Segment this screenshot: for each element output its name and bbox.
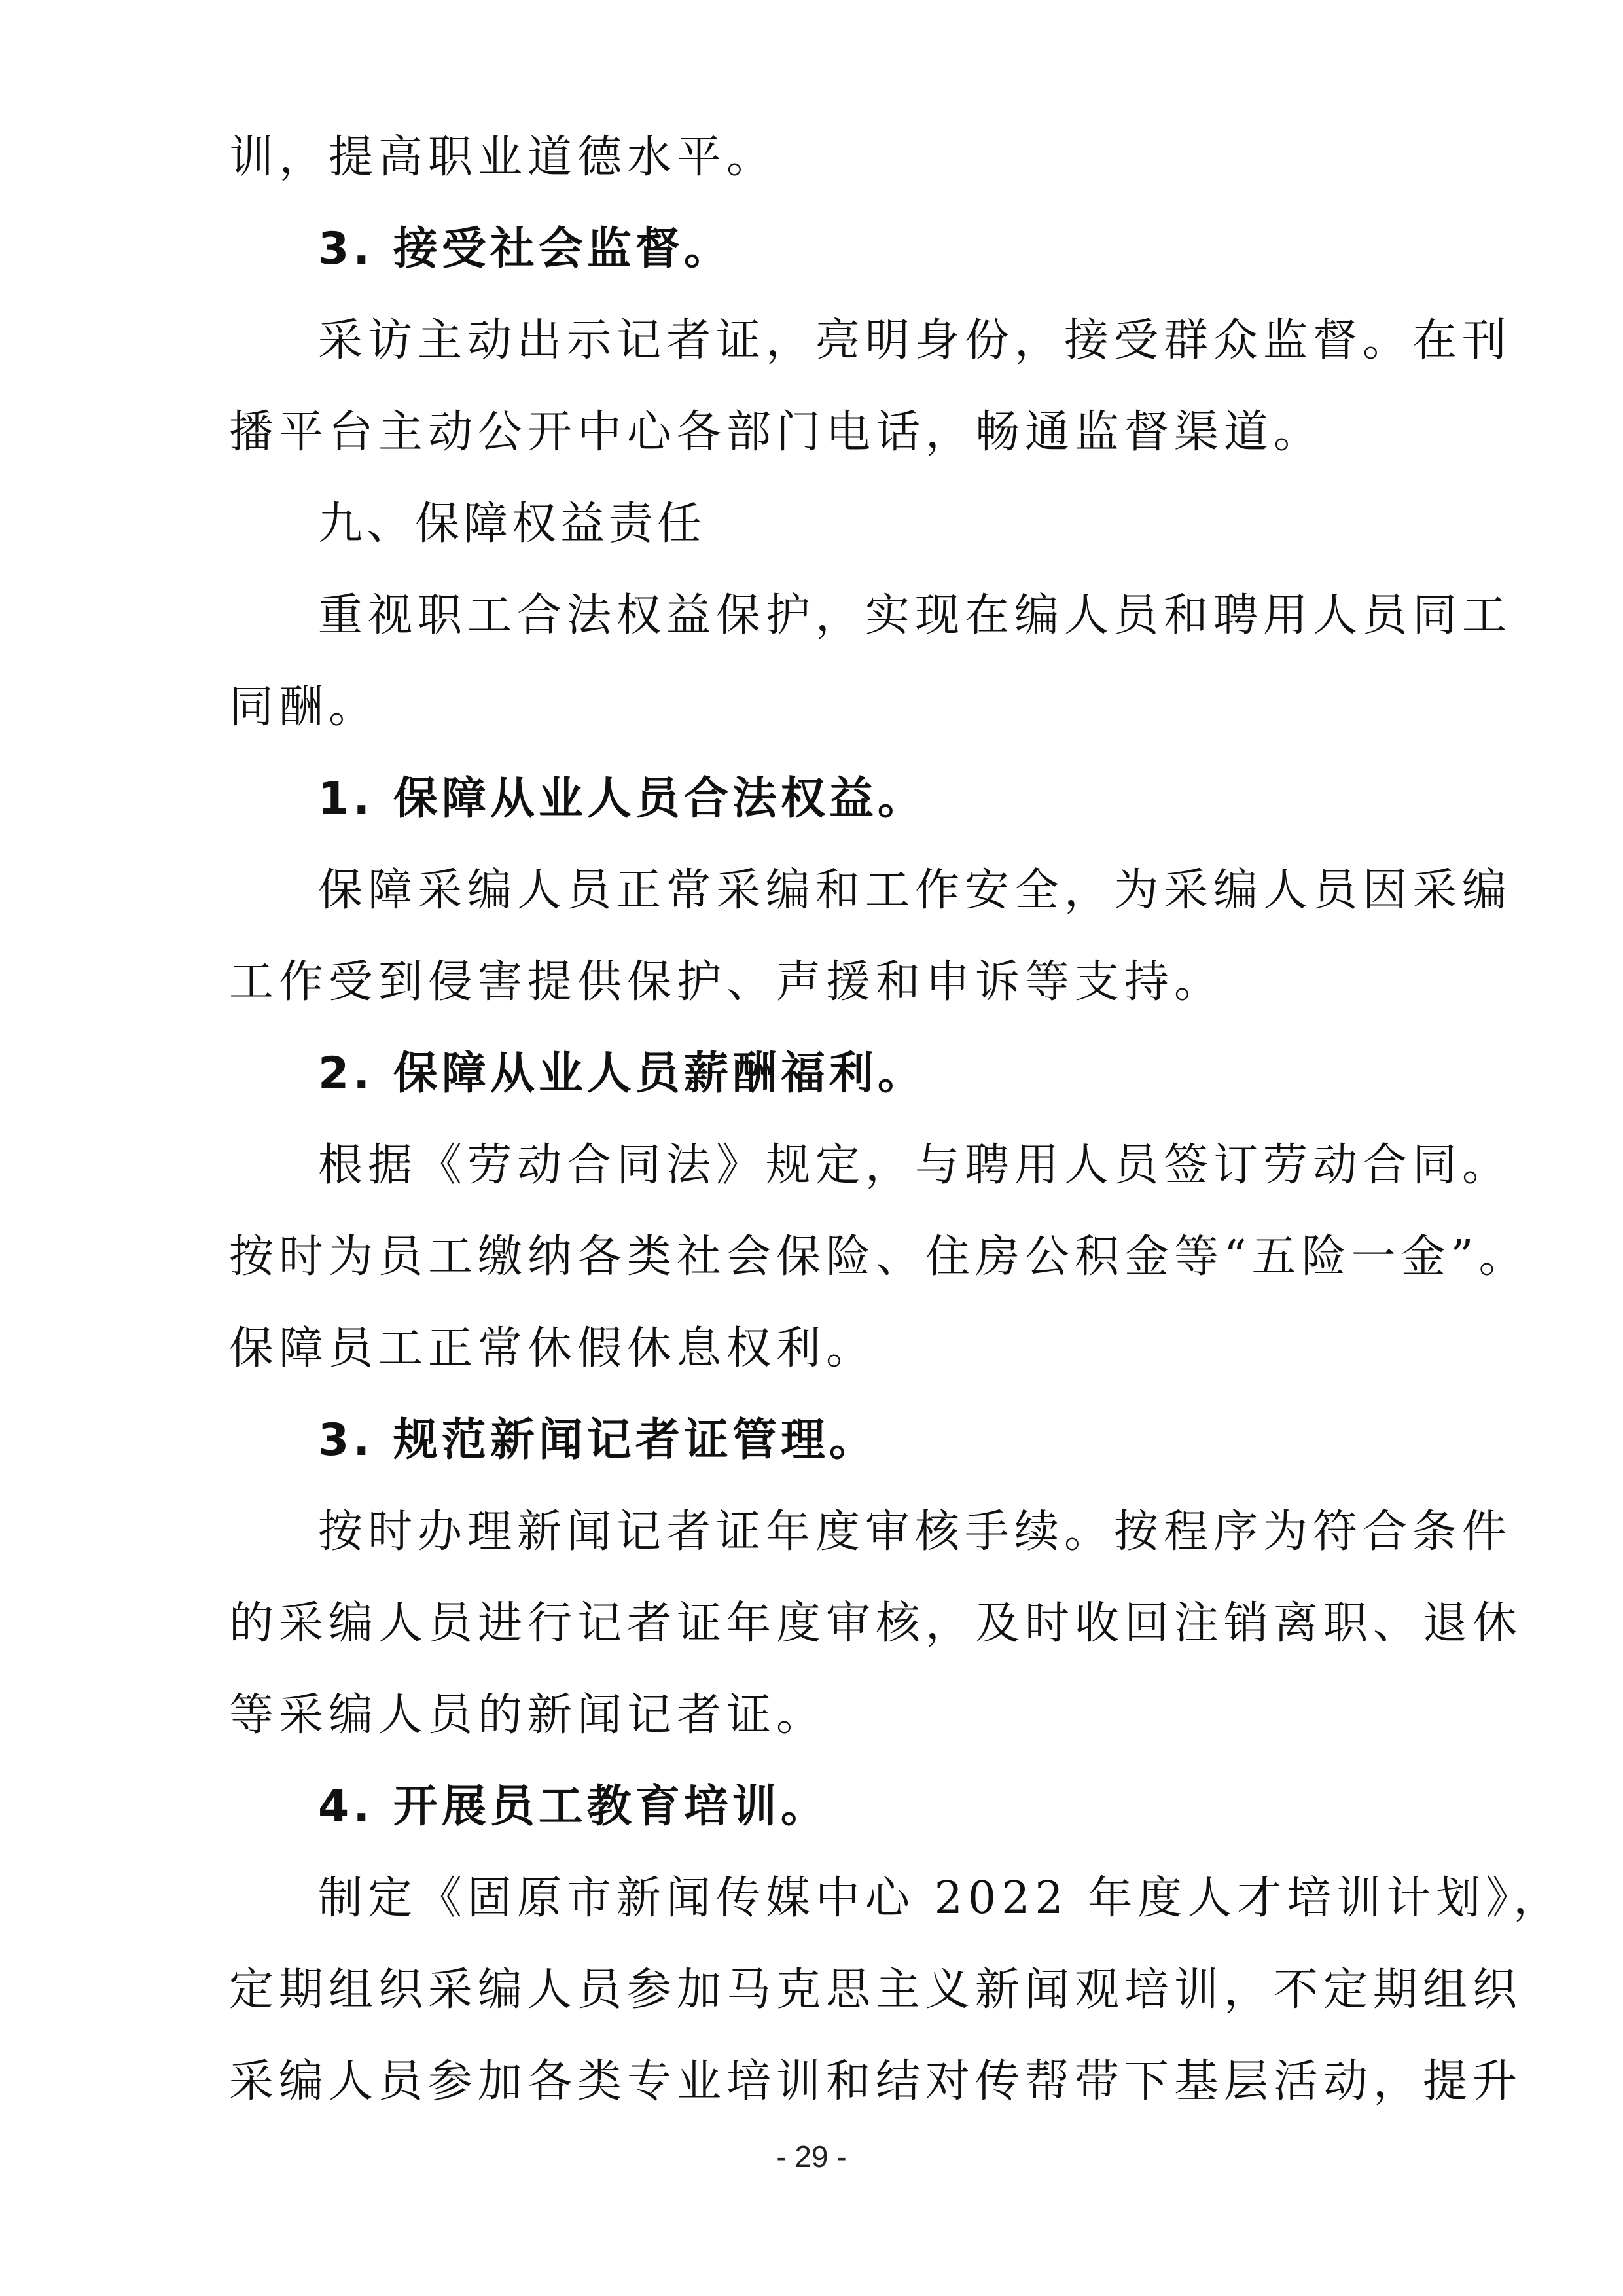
body-line-1: 训，提高职业道德水平。 bbox=[229, 132, 777, 183]
body-line-16: 按时办理新闻记者证年度审核手续。按程序为符合条件 bbox=[318, 1506, 1512, 1558]
body-line-20: 制定《固原市新闻传媒中心 2022 年度人才培训计划》， bbox=[318, 1873, 1563, 1924]
body-line-17: 的采编人员进行记者证年度审核，及时收回注销离职、退休 bbox=[229, 1598, 1523, 1649]
body-line-3: 采访主动出示记者证，亮明身份，接受群众监督。在刊 bbox=[318, 315, 1512, 367]
body-line-21: 定期组织采编人员参加马克思主义新闻观培训，不定期组织 bbox=[229, 1964, 1523, 2016]
body-line-22: 采编人员参加各类专业培训和结对传帮带下基层活动，提升 bbox=[229, 2056, 1523, 2108]
subheading-accept-supervision: 3. 接受社会监督。 bbox=[318, 223, 732, 275]
subheading-legal-rights: 1. 保障从业人员合法权益。 bbox=[318, 773, 926, 825]
body-line-13: 按时为员工缴纳各类社会保险、住房公积金等“五险一金”。 bbox=[229, 1231, 1529, 1283]
subheading-training: 4. 开展员工教育培训。 bbox=[318, 1781, 829, 1833]
body-line-6: 重视职工合法权益保护，实现在编人员和聘用人员同工 bbox=[318, 590, 1512, 641]
body-line-9: 保障采编人员正常采编和工作安全，为采编人员因采编 bbox=[318, 865, 1512, 916]
subheading-salary-welfare: 2. 保障从业人员薪酬福利。 bbox=[318, 1048, 926, 1100]
page-number: - 29 - bbox=[776, 2140, 847, 2174]
body-line-7: 同酬。 bbox=[229, 681, 379, 733]
section-heading-rights: 九、保障权益责任 bbox=[318, 498, 706, 550]
subheading-press-card: 3. 规范新闻记者证管理。 bbox=[318, 1414, 878, 1466]
body-line-12: 根据《劳动合同法》规定，与聘用人员签订劳动合同。 bbox=[318, 1139, 1512, 1191]
body-line-14: 保障员工正常休假休息权利。 bbox=[229, 1323, 876, 1374]
body-line-18: 等采编人员的新闻记者证。 bbox=[229, 1689, 827, 1741]
body-line-4: 播平台主动公开中心各部门电话，畅通监督渠道。 bbox=[229, 406, 1324, 458]
body-line-10: 工作受到侵害提供保护、声援和申诉等支持。 bbox=[229, 956, 1224, 1008]
